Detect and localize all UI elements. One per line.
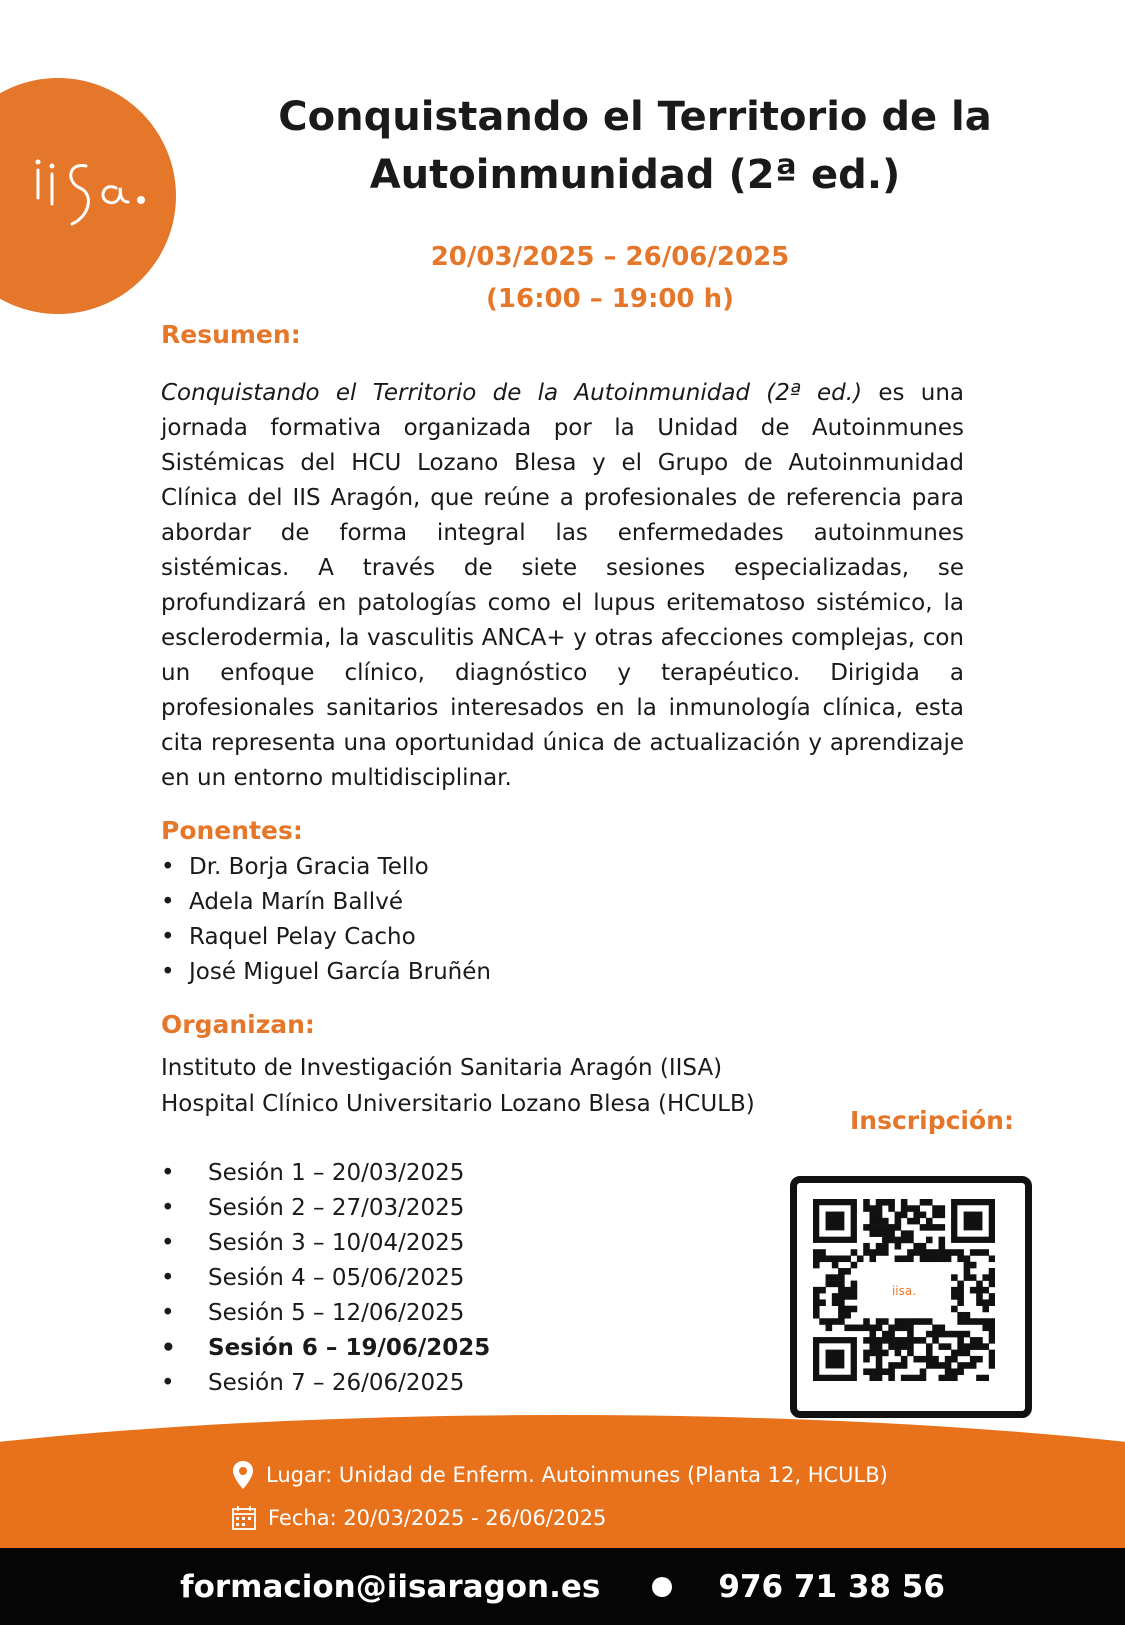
registration-heading: Inscripción: [850, 1106, 1014, 1135]
session-item: • Sesión 4 – 05/06/2025 [161, 1261, 490, 1296]
map-pin-icon [232, 1460, 254, 1490]
session-item: • Sesión 2 – 27/03/2025 [161, 1191, 490, 1226]
speaker-item: • Adela Marín Ballvé [161, 885, 491, 920]
session-item: • Sesión 7 – 26/06/2025 [161, 1366, 490, 1401]
logo-wordmark [0, 0, 1, 1]
calendar-icon [232, 1506, 256, 1530]
title-line-2: Autoinmunidad (2ª ed.) [369, 152, 901, 198]
sessions-list [161, 1156, 490, 1401]
speaker-item: • Dr. Borja Gracia Tello [161, 850, 491, 885]
speaker-item: • José Miguel García Bruñén [161, 955, 491, 990]
organizers-heading: Organizan: [161, 1010, 315, 1039]
speakers-list [161, 850, 491, 990]
registration-qr-code[interactable] [790, 1176, 1032, 1418]
session-item: • Sesión 1 – 20/03/2025 [161, 1156, 490, 1191]
footer-location [232, 1460, 888, 1490]
organizer-item: Hospital Clínico Universitario Lozano Blesa (HCULB) [161, 1091, 755, 1117]
contact-email[interactable]: formacion@iisaragon.es [180, 1568, 601, 1605]
separator-dot-icon [652, 1577, 672, 1597]
footer-date [232, 1506, 606, 1530]
footer-date-text: Fecha: 20/03/2025 - 26/06/2025 [268, 1506, 607, 1530]
organizers-list [161, 1050, 755, 1122]
iisa-logo-mark [28, 148, 158, 238]
summary-text [161, 376, 964, 796]
session-item: • Sesión 5 – 12/06/2025 [161, 1296, 490, 1331]
speakers-heading: Ponentes: [161, 816, 303, 845]
summary-italic-title: Conquistando el Territorio de la Autoinmunidad (2ª ed.) [161, 380, 863, 406]
session-item: • Sesión 3 – 10/04/2025 [161, 1226, 490, 1261]
time-range: (16:00 – 19:00 h) [486, 284, 734, 314]
speaker-item: • Raquel Pelay Cacho [161, 920, 491, 955]
contact-phone[interactable]: 976 71 38 56 [718, 1568, 945, 1605]
summary-heading: Resumen: [161, 320, 301, 349]
qr-code-icon [813, 1199, 995, 1381]
session-item-highlighted: • Sesión 6 – 19/06/2025 [161, 1331, 490, 1366]
date-range: 20/03/2025 – 26/06/2025 [430, 242, 790, 272]
contact-bar [0, 1548, 1125, 1625]
page-title [250, 88, 1020, 204]
summary-body: es una jornada formativa organizada por la Unidad de Autoinmunes Sistémicas del HCU Lozano Blesa y el Grupo de Autoinmunidad Clínica del IIS Aragón, que reúne a profesionales de referencia para abordar de forma integral las enfermedades autoinmunes sistémicas. A través de siete sesiones especializadas, se profundizará en patologías como el lupus eritematoso sistémico, la esclerodermia, la vasculitis ANCA+ y otras afecciones complejas, con un enfoque clínico, diagnóstico y terapéutico. Dirigida a profesionales sanitarios interesados en la inmunología clínica, esta cita representa una oportunidad única de actualización y aprendizaje en un entorno multidisciplinar. [161, 380, 964, 791]
title-line-1: Conquistando el Territorio de la [278, 94, 992, 140]
organizer-item: Instituto de Investigación Sanitaria Aragón (IISA) [161, 1055, 723, 1081]
event-dates [350, 236, 870, 320]
svg-text:iisa.: iisa. [891, 1284, 917, 1298]
footer-location-text: Lugar: Unidad de Enferm. Autoinmunes (Planta 12, HCULB) [266, 1463, 888, 1487]
